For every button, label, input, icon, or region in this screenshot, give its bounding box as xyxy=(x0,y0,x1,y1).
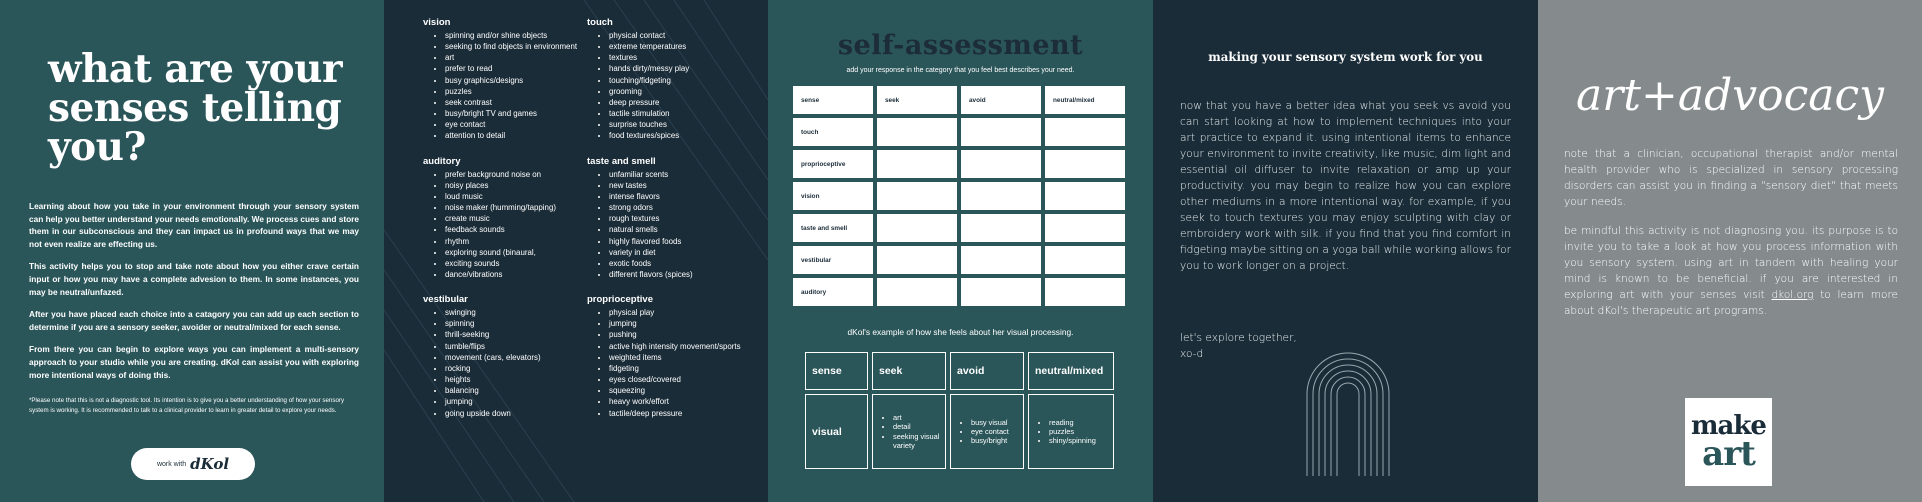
example-table xyxy=(805,352,1114,473)
example-list-item: • busy visual xyxy=(971,418,1009,427)
assessment-input-cell[interactable] xyxy=(1045,182,1125,210)
sense-list-item: • surprise touches xyxy=(609,119,747,130)
art-advocacy-logo xyxy=(1538,55,1922,145)
sense-list-item: • physical contact xyxy=(609,30,747,41)
example-list xyxy=(951,418,1009,446)
sense-list-item: • swinging xyxy=(445,307,583,318)
sense-list-item: • dance/vibrations xyxy=(445,269,583,280)
assessment-input-cell[interactable] xyxy=(877,118,957,146)
sense-list-item: • food textures/spices xyxy=(609,130,747,141)
example-list-item: • puzzles xyxy=(1049,427,1096,436)
signoff: xo-d xyxy=(1180,348,1204,360)
example-list-item: • reading xyxy=(1049,418,1096,427)
sense-list-item: • rhythm xyxy=(445,236,583,247)
assessment-row xyxy=(793,278,1125,306)
example-header-cell: avoid xyxy=(950,352,1024,390)
sense-section xyxy=(423,294,583,419)
disclaimer-note: *Please note that this is not a diagnostic tool. Its intention is to give you a better understanding of how your sensory system is working. It is recommended to talk to a clinical provider to learn in greater detail to explore your needs. xyxy=(29,397,345,414)
sense-list-item: • seeking to find objects in environment xyxy=(445,41,583,52)
sense-list xyxy=(587,169,747,281)
panel-sense-lists xyxy=(384,0,768,502)
sense-list-item: • busy/bright TV and games xyxy=(445,108,583,119)
assessment-input-cell[interactable] xyxy=(961,182,1041,210)
sense-list xyxy=(423,169,583,281)
badge-make: make xyxy=(1691,411,1766,441)
sense-list-item: • new tastes xyxy=(609,180,747,191)
pill-text: work with xyxy=(156,460,187,468)
example-avoid-cell xyxy=(950,394,1024,469)
example-sense-cell xyxy=(805,394,868,469)
sense-section xyxy=(423,156,583,281)
sense-list-item: • movement (cars, elevators) xyxy=(445,352,583,363)
intro-paragraph: From there you can begin to explore ways you can implement a multi-sensory approach to your studio while you are creating. dKol can assist you with exploring more intentional ways of doing this. xyxy=(29,344,359,380)
sense-list-item: • tactile/deep pressure xyxy=(609,408,747,419)
sense-list-item: • exotic foods xyxy=(609,258,747,269)
advocacy-paragraph-2 xyxy=(1564,223,1898,319)
assessment-header-cell: sense xyxy=(793,86,873,114)
sense-list-item: • rocking xyxy=(445,363,583,374)
panel-art-advocacy xyxy=(1538,0,1922,502)
example-list-item: • eye contact xyxy=(971,427,1009,436)
assessment-input-cell[interactable] xyxy=(877,150,957,178)
sense-list-item: • thrill-seeking xyxy=(445,329,583,340)
assessment-input-cell[interactable] xyxy=(961,246,1041,274)
sense-list-item: • eye contact xyxy=(445,119,583,130)
assessment-row-label: proprioceptive xyxy=(793,150,873,178)
example-list-item: • seeking visual variety xyxy=(893,432,945,450)
dkol-signature: dKol xyxy=(190,455,230,473)
assessment-header-cell: seek xyxy=(877,86,957,114)
intro-body xyxy=(29,200,359,391)
badge-art: art xyxy=(1702,434,1755,474)
sense-list-item: • exploring sound (binaural, xyxy=(445,247,583,258)
sense-list xyxy=(587,307,747,419)
assessment-header-row xyxy=(793,86,1125,114)
sense-list-item: • rough textures xyxy=(609,213,747,224)
sense-list-item: • seek contrast xyxy=(445,97,583,108)
sense-heading: touch xyxy=(587,17,613,28)
sense-list-item: • jumping xyxy=(609,318,747,329)
sense-list-item: • art xyxy=(445,52,583,63)
example-sense-label: visual xyxy=(812,425,842,438)
sense-list-item: • variety in diet xyxy=(609,247,747,258)
assessment-row-label: taste and smell xyxy=(793,214,873,242)
sense-list xyxy=(423,30,583,142)
sense-list-item: • feedback sounds xyxy=(445,224,583,235)
intro-title: what are your senses telling you? xyxy=(48,46,343,170)
panel-sensory-work xyxy=(1153,0,1538,502)
sense-list-item: • active high intensity movement/sports xyxy=(609,341,747,352)
sense-heading: vestibular xyxy=(423,294,468,306)
sense-list-item: • weighted items xyxy=(609,352,747,363)
example-list-item: • busy/bright xyxy=(971,436,1009,445)
sense-list-item: • hands dirty/messy play xyxy=(609,63,747,74)
sense-list-item: • unfamiliar scents xyxy=(609,169,747,180)
sense-list-item: • busy graphics/designs xyxy=(445,75,583,86)
intro-paragraph: Learning about how you take in your environment through your sensory system can help you better understand your needs emotionally. We process cues and store them in our subconscious and they can impact us in profound ways that we may not even realize are effecting us. xyxy=(29,201,359,249)
sense-list-item: • spinning and/or shine objects xyxy=(445,30,583,41)
sense-list-item: • create music xyxy=(445,213,583,224)
example-header-cell: seek xyxy=(872,352,946,390)
example-neutral-cell xyxy=(1028,394,1114,469)
sense-list-item: • fidgeting xyxy=(609,363,747,374)
paragraph-text: to learn more about dKol's therapeutic art programs. xyxy=(1564,289,1899,317)
example-list xyxy=(1029,418,1096,446)
example-seek-cell xyxy=(872,394,946,469)
sense-list-item: • different flavors (spices) xyxy=(609,269,747,280)
assessment-row-label: vestibular xyxy=(793,246,873,274)
assessment-header-cell: neutral/mixed xyxy=(1045,86,1125,114)
assessment-input-cell[interactable] xyxy=(961,150,1041,178)
example-list-item: • shiny/spinning xyxy=(1049,436,1096,445)
sense-section xyxy=(587,156,747,281)
sense-list-item: • noisy places xyxy=(445,180,583,191)
assessment-row xyxy=(793,118,1125,146)
sense-list-item: • spinning xyxy=(445,318,583,329)
sense-list-item: • textures xyxy=(609,52,747,63)
sense-list-item: • squeezing xyxy=(609,385,747,396)
sense-list-item: • exciting sounds xyxy=(445,258,583,269)
assessment-input-cell[interactable] xyxy=(877,182,957,210)
sense-list-item: • strong odors xyxy=(609,202,747,213)
advocacy-paragraph: note that a clinician, occupational therapist and/or mental health provider who is specialized in sensory processing disorders can assist you in finding a "sensory diet" that meets your needs. xyxy=(1564,148,1898,208)
sense-list xyxy=(423,307,583,419)
sense-list-item: • tactile stimulation xyxy=(609,108,747,119)
closing-line: let's explore together, xyxy=(1180,332,1297,344)
panel-intro xyxy=(0,0,384,502)
sensory-work-body: now that you have a better idea what you seek vs avoid you can start looking at how to implement techniques into your art practice to expand it. using intentional items to enhance your environment to invite creativity, like music, dim light and essential oil diffuser to invite relaxation or amp up your productivity. you may begin to realize how you can explore other mediums in a more intentional way. for example, if you seek to touch textures you may enjoy sculpting with clay or embroidery work with silk. if you find that you find comfort in fidgeting maybe sitting on a yoga ball while working allows for you to work longer on a project. xyxy=(1180,100,1511,272)
sense-list-item: • prefer to read xyxy=(445,63,583,74)
example-data-row xyxy=(805,394,1114,469)
sense-column-right xyxy=(587,17,747,433)
sense-heading: vision xyxy=(423,17,451,28)
assessment-input-cell[interactable] xyxy=(1045,246,1125,274)
sense-list-item: • heights xyxy=(445,374,583,385)
paragraph-text: be mindful this activity is not diagnosing you. its purpose is to invite you to take a look at how you process information with you sensory system. using art in tandem with healing your mind is known to be beneficial. if you are interested in exploring art with your senses visit xyxy=(1564,225,1898,301)
sense-list-item: • noise maker (humming/tapping) xyxy=(445,202,583,213)
assessment-input-cell[interactable] xyxy=(1045,214,1125,242)
assessment-input-cell[interactable] xyxy=(961,214,1041,242)
sense-list-item: • intense flavors xyxy=(609,191,747,202)
example-header-cell: neutral/mixed xyxy=(1028,352,1114,390)
assessment-input-cell[interactable] xyxy=(877,278,957,306)
sense-list-item: • loud music xyxy=(445,191,583,202)
sense-list-item: • balancing xyxy=(445,385,583,396)
sense-list-item: • puzzles xyxy=(445,86,583,97)
example-list-item: • art xyxy=(893,413,945,422)
assessment-row xyxy=(793,182,1125,210)
sense-section xyxy=(587,17,747,142)
sense-list-item: • prefer background noise on xyxy=(445,169,583,180)
assessment-row xyxy=(793,150,1125,178)
sense-list-item: • deep pressure xyxy=(609,97,747,108)
assessment-table xyxy=(793,86,1125,310)
sense-heading: auditory xyxy=(423,155,461,167)
sense-list-item: • eyes closed/covered xyxy=(609,374,747,385)
intro-paragraph: This activity helps you to stop and take note about how you either crave certain input or how you may have a complete advesion to them. In some instances, you may be neutral/unfazed. xyxy=(29,261,359,297)
sense-list-item: • going upside down xyxy=(445,408,583,419)
assessment-row xyxy=(793,246,1125,274)
assessment-row-label: auditory xyxy=(793,278,873,306)
sense-list-item: • heavy work/effort xyxy=(609,396,747,407)
sense-list-item: • tumble/flips xyxy=(445,341,583,352)
sense-section xyxy=(423,17,583,142)
sensory-work-title: making your sensory system work for you xyxy=(1208,50,1483,64)
assessment-row-label: vision xyxy=(793,182,873,210)
work-with-dkol-badge[interactable] xyxy=(131,448,255,480)
dkol-website-link[interactable]: dkol.org xyxy=(1771,289,1814,301)
sense-list-item: • grooming xyxy=(609,86,747,97)
advocacy-body xyxy=(1564,146,1898,332)
example-list xyxy=(873,413,945,450)
assessment-row-label: touch xyxy=(793,118,873,146)
sense-list-item: • extreme temperatures xyxy=(609,41,747,52)
assessment-input-cell[interactable] xyxy=(877,214,957,242)
sense-list-item: • highly flavored foods xyxy=(609,236,747,247)
assessment-row xyxy=(793,214,1125,242)
sense-list xyxy=(587,30,747,142)
rainbow-arch-icon xyxy=(1303,350,1393,476)
assessment-input-cell[interactable] xyxy=(1045,278,1125,306)
sense-heading: taste and smell xyxy=(587,155,656,167)
sense-section xyxy=(587,294,747,419)
assessment-subtitle: add your response in the category that you feel best describes your need. xyxy=(846,67,1075,74)
assessment-header-cell: avoid xyxy=(961,86,1041,114)
assessment-input-cell[interactable] xyxy=(1045,118,1125,146)
logo-text: art+advocacy xyxy=(1576,70,1884,121)
sense-list-item: • physical play xyxy=(609,307,747,318)
sense-list-item: • pushing xyxy=(609,329,747,340)
sense-heading: proprioceptive xyxy=(587,294,653,306)
sense-list-item: • touching/fidgeting xyxy=(609,75,747,86)
sense-list-item: • attention to detail xyxy=(445,130,583,141)
assessment-input-cell[interactable] xyxy=(961,278,1041,306)
sense-list-item: • jumping xyxy=(445,396,583,407)
assessment-input-cell[interactable] xyxy=(877,246,957,274)
example-header-row xyxy=(805,352,1114,390)
assessment-title: self-assessment xyxy=(837,30,1084,61)
intro-paragraph: After you have placed each choice into a catagory you can add up each section to determine if you are a sensory seeker, avoider or neutral/mixed for each sense. xyxy=(29,309,359,332)
panel-self-assessment xyxy=(768,0,1153,502)
assessment-input-cell[interactable] xyxy=(1045,150,1125,178)
sense-column-left xyxy=(423,17,583,433)
sense-list-item: • natural smells xyxy=(609,224,747,235)
example-title: dKol's example of how she feels about her visual processing. xyxy=(847,327,1074,337)
make-art-badge xyxy=(1685,398,1772,486)
assessment-input-cell[interactable] xyxy=(961,118,1041,146)
example-header-cell: sense xyxy=(805,352,868,390)
example-list-item: • detail xyxy=(893,422,945,431)
